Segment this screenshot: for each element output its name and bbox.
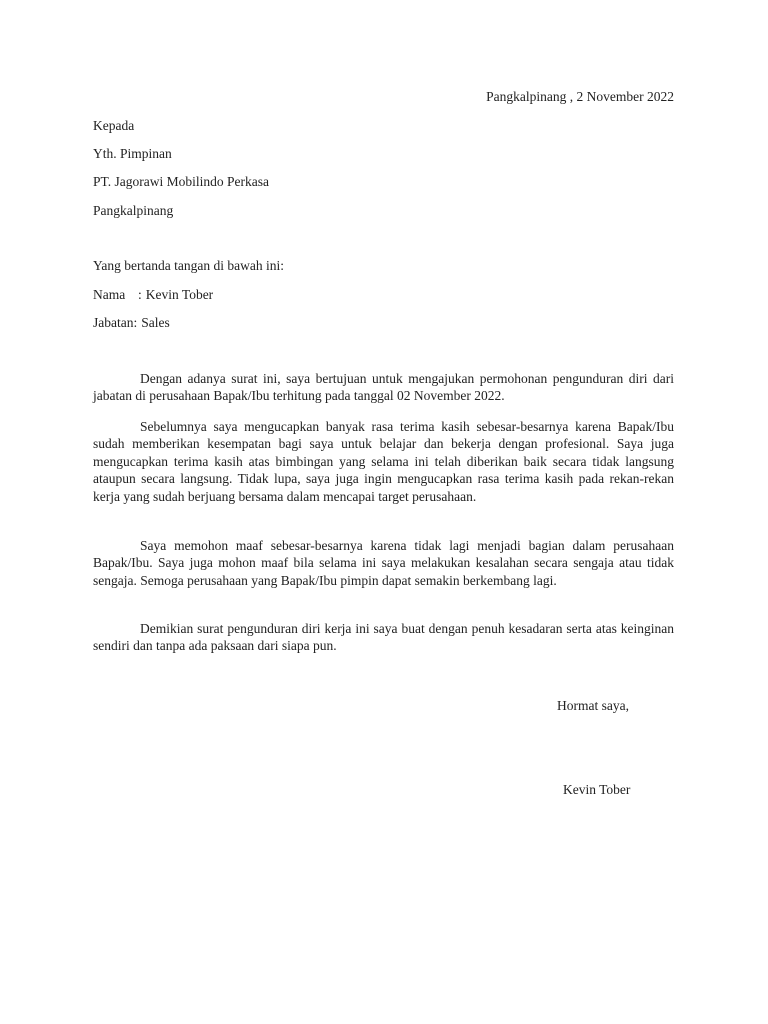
body-paragraph-1: Dengan adanya surat ini, saya bertujuan untuk mengajukan permohonan pengunduran diri dari jabatan di perusahaan Bapak/Ibu terhitung pada tanggal 02 November 2022. — [93, 371, 674, 404]
recipient-company: PT. Jagorawi Mobilindo Perkasa — [93, 174, 269, 189]
name-field — [93, 286, 213, 303]
recipient-line-1: Kepada — [93, 118, 135, 133]
body-paragraph-2: Sebelumnya saya mengucapkan banyak rasa terima kasih sebesar-besarnya karena Bapak/Ibu sudah memberikan kesempatan bagi saya untuk belajar dan bekerja dengan profesional. Saya juga mengucapkan terima kasih atas bimbingan yang selama ini telah diberikan baik secara tidak langsung ataupun secara langsung. Tidak lupa, saya juga ingin mengucapkan rasa terima kasih pada rekan-rekan kerja yang sudah berjuang bersama dalam mencapai target perusahaan. — [93, 419, 674, 504]
name-separator: : — [138, 287, 142, 302]
body-paragraph-3: Saya memohon maaf sebesar-besarnya karena tidak lagi menjadi bagian dalam perusahaan Bapak/Ibu. Saya juga mohon maaf bila selama ini saya melakukan kesalahan secara sengaja atau tidak sengaja. Semoga perusahaan yang Bapak/Ibu pimpin dapat semakin berkembang lagi. — [93, 538, 674, 588]
position-separator: : — [133, 315, 138, 330]
closing-salutation: Hormat saya, — [557, 698, 629, 713]
position-label: Jabatan — [93, 315, 134, 330]
name-label: Nama — [93, 287, 126, 302]
letter-date: Pangkalpinang , 2 November 2022 — [486, 89, 674, 104]
recipient-line-2: Yth. Pimpinan — [93, 146, 172, 161]
position-field — [93, 314, 170, 331]
position-value: Sales — [141, 315, 170, 330]
body-paragraph-4: Demikian surat pengunduran diri kerja ini saya buat dengan penuh kesadaran serta atas keinginan sendiri dan tanpa ada paksaan dari siapa pun. — [93, 621, 674, 654]
signer-name: Kevin Tober — [563, 782, 631, 797]
intro-line: Yang bertanda tangan di bawah ini: — [93, 258, 284, 273]
recipient-city: Pangkalpinang — [93, 203, 174, 218]
name-value: Kevin Tober — [145, 287, 214, 302]
